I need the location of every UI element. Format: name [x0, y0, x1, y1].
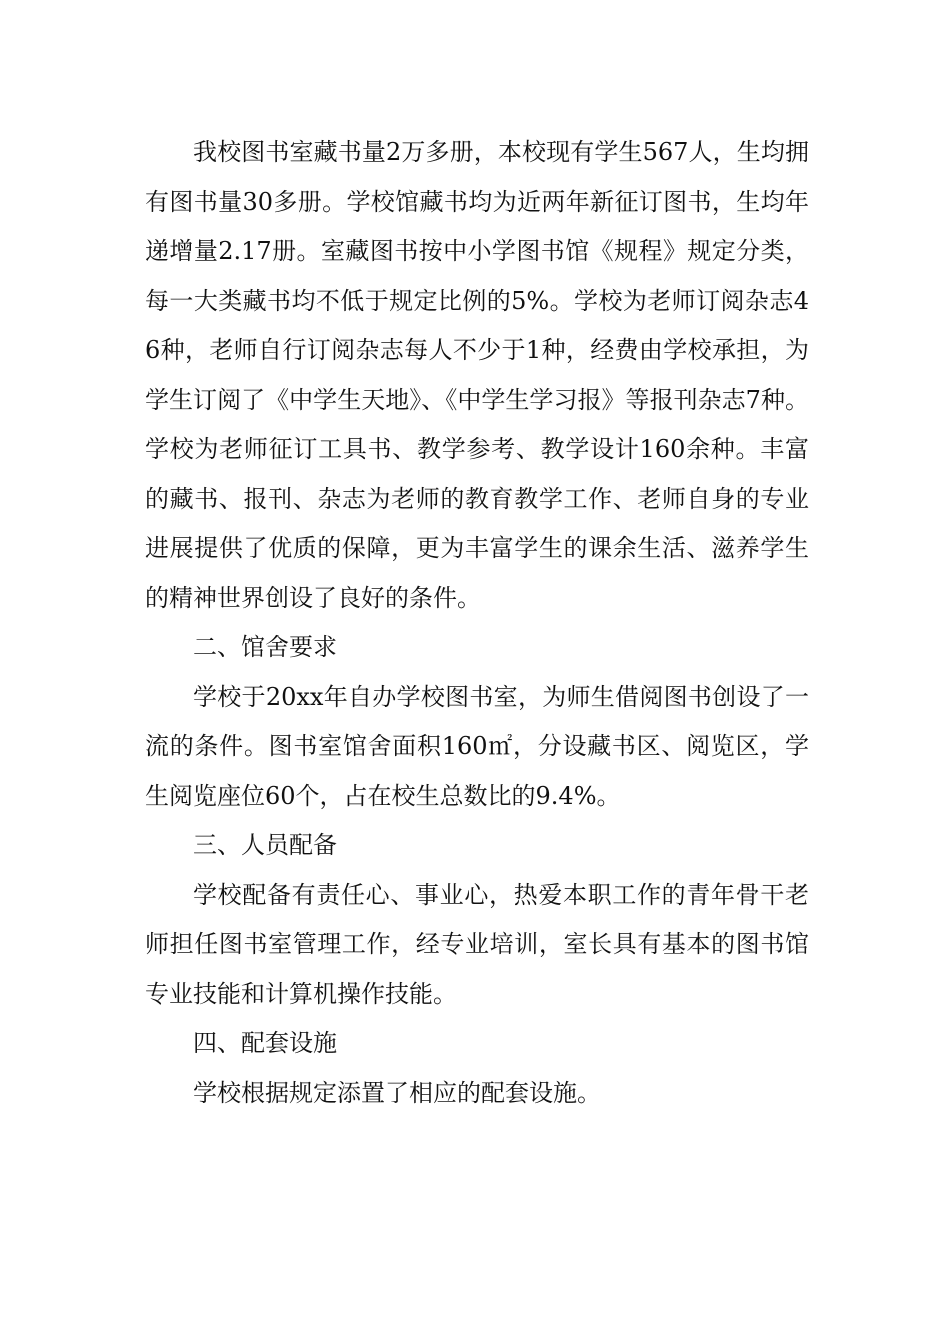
paragraph-facilities: 学校根据规定添置了相应的配套设施。 [193, 1078, 601, 1107]
paragraph-library-collection: 我校图书室藏书量2万多册，本校现有学生567人，生均拥有图书量30多册。学校馆藏书均为近两年新征订图书，生均年递增量2.17册。室藏图书按中小学图书馆《规程》规定分类，每一大类藏书均不低于规定比例的5%。学校为老师订阅杂志46种，老师自行订阅杂志每人不少于1种，经费由学校承担，为学生订阅了《中学生天地》、《中学生学习报》等报刊杂志7种。学校为老师征订工具书、教学参考、教学设计160余种。丰富的藏书、报刊、杂志为老师的教育教学工作、老师自身的专业进展提供了优质的保障，更为丰富学生的课余生活、滋养学生的精神世界创设了良好的条件。 [145, 138, 809, 612]
section-heading-staffing: 三、人员配备 [193, 831, 337, 859]
section-heading-facilities: 四、配套设施 [193, 1029, 337, 1057]
section-heading-building: 二、馆舍要求 [193, 633, 337, 661]
paragraph-building: 学校于20xx年自办学校图书室，为师生借阅图书创设了一流的条件。图书室馆舍面积160㎡，分设藏书区、阅览区，学生阅览座位60个，占在校生总数比的9.4%。 [145, 682, 809, 810]
document-body [145, 128, 809, 1118]
paragraph-staffing: 学校配备有责任心、事业心，热爱本职工作的青年骨干老师担任图书室管理工作，经专业培训，室长具有基本的图书馆专业技能和计算机操作技能。 [145, 880, 809, 1008]
